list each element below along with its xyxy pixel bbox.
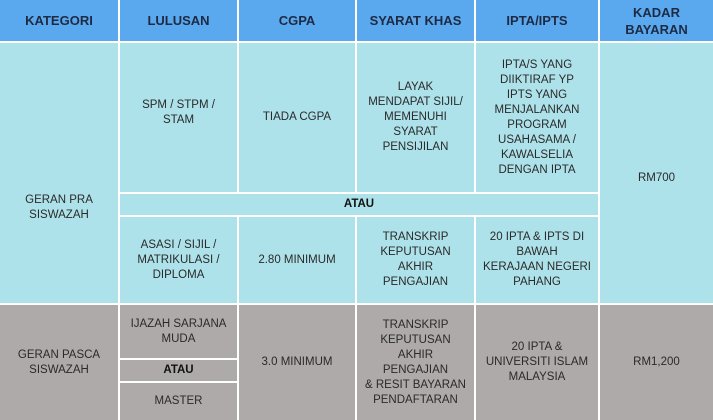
pra-opt1-syarat: LAYAK MENDAPAT SIJIL/ MEMENUHI SYARAT PENSIJILAN (357, 43, 474, 192)
pra-opt2-cgpa: 2.80 MINIMUM (239, 217, 355, 303)
pra-opt2-syarat: TRANSKRIP KEPUTUSAN AKHIR PENGAJIAN (357, 217, 474, 303)
pasca-lulusan-master: MASTER (120, 383, 237, 420)
pra-opt1-ipta: IPTA/S YANG DIIKTIRAF YP IPTS YANG MENJALANKAN PROGRAM USAHASAMA / KAWALSELIA DENGAN IPTA (476, 43, 598, 192)
header-ipta-ipts: IPTA/IPTS (476, 0, 598, 41)
pasca-atau: ATAU (120, 360, 237, 381)
pra-opt2-lulusan: ASASI / SIJIL / MATRIKULASI / DIPLOMA (120, 217, 237, 303)
pra-atau: ATAU (120, 194, 598, 215)
pasca-lulusan-ijazah: IJAZAH SARJANA MUDA (120, 305, 237, 358)
header-lulusan: LULUSAN (120, 0, 237, 41)
header-cgpa: CGPA (239, 0, 355, 41)
pra-opt1-cgpa: TIADA CGPA (239, 43, 355, 192)
header-kategori: KATEGORI (0, 0, 118, 41)
pasca-ipta: 20 IPTA & UNIVERSITI ISLAM MALAYSIA (476, 305, 598, 420)
pra-opt2-ipta: 20 IPTA & IPTS DI BAWAH KERAJAAN NEGERI PAHANG (476, 217, 598, 303)
header-syarat-khas: SYARAT KHAS (357, 0, 474, 41)
pasca-kategori: GERAN PASCA SISWAZAH (0, 305, 118, 420)
pra-opt1-lulusan: SPM / STPM / STAM (120, 43, 237, 192)
pasca-cgpa: 3.0 MINIMUM (239, 305, 355, 420)
header-kadar-bayaran: KADAR BAYARAN (600, 0, 713, 41)
pasca-syarat: TRANSKRIP KEPUTUSAN AKHIR PENGAJIAN & RESIT BAYARAN PENDAFTARAN (357, 305, 474, 420)
pasca-kadar: RM1,200 (600, 305, 713, 420)
pra-kategori: GERAN PRA SISWAZAH (0, 43, 118, 303)
pra-kadar: RM700 (600, 43, 713, 303)
